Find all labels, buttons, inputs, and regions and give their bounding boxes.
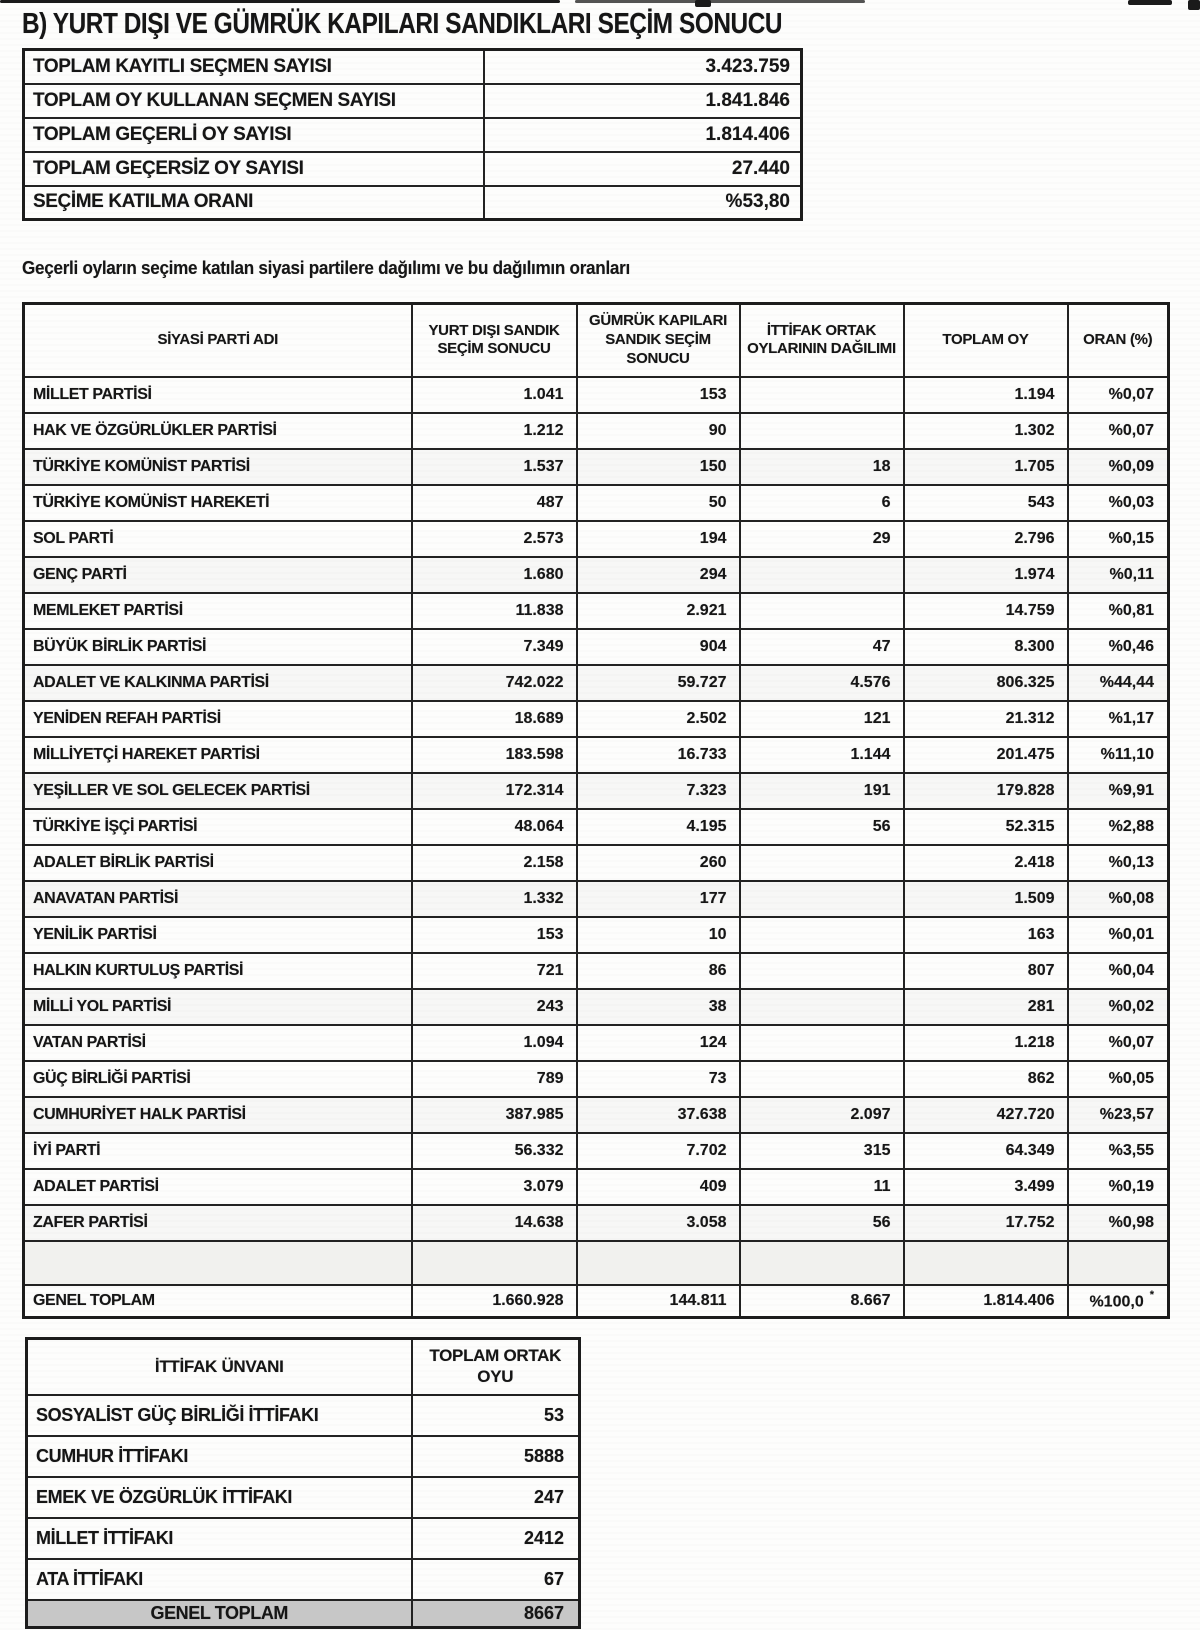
empty-cell	[24, 1241, 412, 1285]
yurt-disi-cell: 487	[412, 485, 577, 521]
summary-row	[24, 50, 802, 84]
party-row	[24, 1061, 1169, 1097]
toplam-oy-cell: 1.974	[904, 557, 1068, 593]
oran-cell: %0,13	[1068, 845, 1169, 881]
party-name-cell: HALKIN KURTULUŞ PARTİSİ	[24, 953, 412, 989]
empty-cell	[904, 1241, 1068, 1285]
gumruk-cell: 177	[577, 881, 740, 917]
party-row	[24, 701, 1169, 737]
toplam-oy-cell: 862	[904, 1061, 1068, 1097]
alliance-name-cell: EMEK VE ÖZGÜRLÜK İTTİFAKI	[27, 1477, 412, 1518]
col-header-party-name: SİYASİ PARTİ ADI	[24, 304, 412, 377]
yurt-disi-cell: 1.041	[412, 377, 577, 413]
toplam-oy-cell: 8.300	[904, 629, 1068, 665]
ittifak-cell	[740, 953, 904, 989]
gumruk-cell: 150	[577, 449, 740, 485]
col-header-toplam-ortak-oyu: TOPLAM ORTAK OYU	[412, 1339, 580, 1395]
alliance-total-label: GENEL TOPLAM	[27, 1600, 412, 1628]
section-subtitle: Geçerli oyların seçime katılan siyasi partilere dağılımı ve bu dağılımın oranları	[22, 258, 630, 278]
page-title: B) YURT DIŞI VE GÜMRÜK KAPILARI SANDIKLARI SEÇİM SONUCU	[22, 8, 783, 40]
yurt-disi-cell: 3.079	[412, 1169, 577, 1205]
oran-cell: %0,09	[1068, 449, 1169, 485]
party-name-cell: TÜRKİYE KOMÜNİST PARTİSİ	[24, 449, 412, 485]
yurt-disi-cell: 742.022	[412, 665, 577, 701]
grand-total-oran-value: %100,0	[1089, 1292, 1144, 1310]
yurt-disi-cell: 18.689	[412, 701, 577, 737]
party-row	[24, 881, 1169, 917]
grand-total-yurt-disi: 1.660.928	[412, 1285, 577, 1318]
grand-total-ittifak: 8.667	[740, 1285, 904, 1318]
oran-cell: %44,44	[1068, 665, 1169, 701]
toplam-oy-cell: 21.312	[904, 701, 1068, 737]
party-row	[24, 989, 1169, 1025]
yurt-disi-cell: 243	[412, 989, 577, 1025]
yurt-disi-cell: 183.598	[412, 737, 577, 773]
party-row	[24, 917, 1169, 953]
oran-cell: %0,98	[1068, 1205, 1169, 1241]
ittifak-cell	[740, 413, 904, 449]
ittifak-cell: 18	[740, 449, 904, 485]
toplam-oy-cell: 807	[904, 953, 1068, 989]
alliance-name-cell: MİLLET İTTİFAKI	[27, 1518, 412, 1559]
oran-cell: %0,04	[1068, 953, 1169, 989]
summary-value-cell: 1.814.406	[484, 118, 802, 152]
party-name-cell: SOL PARTİ	[24, 521, 412, 557]
alliance-value-cell: 5888	[412, 1436, 580, 1477]
oran-cell: %0,11	[1068, 557, 1169, 593]
party-name-cell: VATAN PARTİSİ	[24, 1025, 412, 1061]
gumruk-cell: 37.638	[577, 1097, 740, 1133]
gumruk-cell: 73	[577, 1061, 740, 1097]
col-header-ittifak-unvani: İTTİFAK ÜNVANI	[27, 1339, 412, 1395]
ittifak-cell	[740, 557, 904, 593]
summary-value-cell: 1.841.846	[484, 84, 802, 118]
scan-artifact	[1128, 0, 1172, 5]
oran-cell: %0,07	[1068, 1025, 1169, 1061]
ittifak-cell	[740, 881, 904, 917]
footnote-asterisk: *	[1149, 1288, 1154, 1301]
toplam-oy-cell: 179.828	[904, 773, 1068, 809]
oran-cell: %0,07	[1068, 413, 1169, 449]
yurt-disi-cell: 1.212	[412, 413, 577, 449]
yurt-disi-cell: 7.349	[412, 629, 577, 665]
col-header-gumruk: GÜMRÜK KAPILARI SANDIK SEÇİM SONUCU	[577, 304, 740, 377]
toplam-oy-cell: 17.752	[904, 1205, 1068, 1241]
ittifak-cell	[740, 1061, 904, 1097]
yurt-disi-cell: 721	[412, 953, 577, 989]
party-results-table	[22, 302, 1170, 1319]
oran-cell: %11,10	[1068, 737, 1169, 773]
gumruk-cell: 153	[577, 377, 740, 413]
party-row	[24, 1205, 1169, 1241]
toplam-oy-cell: 163	[904, 917, 1068, 953]
summary-row	[24, 84, 802, 118]
gumruk-cell: 260	[577, 845, 740, 881]
toplam-oy-cell: 2.796	[904, 521, 1068, 557]
toplam-oy-cell: 2.418	[904, 845, 1068, 881]
summary-label-cell: TOPLAM GEÇERLİ OY SAYISI	[24, 118, 484, 152]
yurt-disi-cell: 1.332	[412, 881, 577, 917]
ittifak-cell	[740, 593, 904, 629]
gumruk-cell: 3.058	[577, 1205, 740, 1241]
gumruk-cell: 124	[577, 1025, 740, 1061]
oran-cell: %0,81	[1068, 593, 1169, 629]
alliance-row	[27, 1477, 580, 1518]
grand-total-gumruk: 144.811	[577, 1285, 740, 1318]
gumruk-cell: 7.702	[577, 1133, 740, 1169]
toplam-oy-cell: 1.705	[904, 449, 1068, 485]
gumruk-cell: 409	[577, 1169, 740, 1205]
summary-row	[24, 118, 802, 152]
ittifak-cell: 6	[740, 485, 904, 521]
gumruk-cell: 50	[577, 485, 740, 521]
yurt-disi-cell: 387.985	[412, 1097, 577, 1133]
gumruk-cell: 10	[577, 917, 740, 953]
party-name-cell: MİLLİ YOL PARTİSİ	[24, 989, 412, 1025]
col-header-toplam-oy: TOPLAM OY	[904, 304, 1068, 377]
party-row	[24, 413, 1169, 449]
alliance-name-cell: ATA İTTİFAKI	[27, 1559, 412, 1600]
party-name-cell: MİLLİYETÇİ HAREKET PARTİSİ	[24, 737, 412, 773]
ittifak-cell: 29	[740, 521, 904, 557]
ittifak-cell: 1.144	[740, 737, 904, 773]
toplam-oy-cell: 281	[904, 989, 1068, 1025]
toplam-oy-cell: 1.194	[904, 377, 1068, 413]
ittifak-cell	[740, 989, 904, 1025]
yurt-disi-cell: 789	[412, 1061, 577, 1097]
grand-total-toplam: 1.814.406	[904, 1285, 1068, 1318]
oran-cell: %0,15	[1068, 521, 1169, 557]
alliance-name-cell: CUMHUR İTTİFAKI	[27, 1436, 412, 1477]
summary-value-cell: 3.423.759	[484, 50, 802, 84]
ittifak-cell: 4.576	[740, 665, 904, 701]
empty-cell	[412, 1241, 577, 1285]
ittifak-cell	[740, 917, 904, 953]
ittifak-cell: 191	[740, 773, 904, 809]
yurt-disi-cell: 1.680	[412, 557, 577, 593]
alliance-total-value: 8667	[412, 1600, 580, 1628]
ittifak-cell	[740, 845, 904, 881]
oran-cell: %23,57	[1068, 1097, 1169, 1133]
toplam-oy-cell: 427.720	[904, 1097, 1068, 1133]
oran-cell: %1,17	[1068, 701, 1169, 737]
oran-cell: %0,08	[1068, 881, 1169, 917]
oran-cell: %9,91	[1068, 773, 1169, 809]
grand-total-row	[24, 1285, 1169, 1318]
party-row	[24, 809, 1169, 845]
summary-row	[24, 186, 802, 220]
ittifak-cell: 56	[740, 1205, 904, 1241]
party-row	[24, 665, 1169, 701]
party-row	[24, 737, 1169, 773]
scan-artifact	[695, 0, 711, 7]
toplam-oy-cell: 52.315	[904, 809, 1068, 845]
oran-cell: %0,07	[1068, 377, 1169, 413]
empty-cell	[577, 1241, 740, 1285]
party-name-cell: YENİLİK PARTİSİ	[24, 917, 412, 953]
party-name-cell: GÜÇ BİRLİĞİ PARTİSİ	[24, 1061, 412, 1097]
summary-value-cell: 27.440	[484, 152, 802, 186]
gumruk-cell: 4.195	[577, 809, 740, 845]
party-name-cell: TÜRKİYE İŞÇİ PARTİSİ	[24, 809, 412, 845]
scan-artifact	[575, 0, 865, 3]
party-name-cell: CUMHURİYET HALK PARTİSİ	[24, 1097, 412, 1133]
toplam-oy-cell: 201.475	[904, 737, 1068, 773]
toplam-oy-cell: 64.349	[904, 1133, 1068, 1169]
empty-row	[24, 1241, 1169, 1285]
summary-table	[22, 48, 803, 221]
party-table-header-row	[24, 304, 1169, 377]
party-name-cell: TÜRKİYE KOMÜNİST HAREKETİ	[24, 485, 412, 521]
party-name-cell: MİLLET PARTİSİ	[24, 377, 412, 413]
toplam-oy-cell: 1.509	[904, 881, 1068, 917]
party-name-cell: HAK VE ÖZGÜRLÜKLER PARTİSİ	[24, 413, 412, 449]
party-name-cell: ADALET PARTİSİ	[24, 1169, 412, 1205]
alliance-table	[25, 1337, 581, 1629]
yurt-disi-cell: 56.332	[412, 1133, 577, 1169]
ittifak-cell: 56	[740, 809, 904, 845]
gumruk-cell: 2.502	[577, 701, 740, 737]
yurt-disi-cell: 1.094	[412, 1025, 577, 1061]
ittifak-cell: 315	[740, 1133, 904, 1169]
oran-cell: %2,88	[1068, 809, 1169, 845]
yurt-disi-cell: 11.838	[412, 593, 577, 629]
summary-value-cell: %53,80	[484, 186, 802, 220]
alliance-row	[27, 1518, 580, 1559]
alliance-value-cell: 247	[412, 1477, 580, 1518]
oran-cell: %0,03	[1068, 485, 1169, 521]
yurt-disi-cell: 2.158	[412, 845, 577, 881]
toplam-oy-cell: 806.325	[904, 665, 1068, 701]
yurt-disi-cell: 1.537	[412, 449, 577, 485]
party-row	[24, 1169, 1169, 1205]
party-row	[24, 1133, 1169, 1169]
party-row	[24, 773, 1169, 809]
alliance-header-row	[27, 1339, 580, 1395]
gumruk-cell: 59.727	[577, 665, 740, 701]
party-name-cell: GENÇ PARTİ	[24, 557, 412, 593]
yurt-disi-cell: 14.638	[412, 1205, 577, 1241]
gumruk-cell: 7.323	[577, 773, 740, 809]
party-name-cell: ANAVATAN PARTİSİ	[24, 881, 412, 917]
party-name-cell: ADALET VE KALKINMA PARTİSİ	[24, 665, 412, 701]
oran-cell: %0,46	[1068, 629, 1169, 665]
summary-label-cell: SEÇİME KATILMA ORANI	[24, 186, 484, 220]
gumruk-cell: 2.921	[577, 593, 740, 629]
gumruk-cell: 86	[577, 953, 740, 989]
ittifak-cell: 11	[740, 1169, 904, 1205]
toplam-oy-cell: 543	[904, 485, 1068, 521]
ittifak-cell: 121	[740, 701, 904, 737]
gumruk-cell: 904	[577, 629, 740, 665]
yurt-disi-cell: 172.314	[412, 773, 577, 809]
toplam-oy-cell: 14.759	[904, 593, 1068, 629]
gumruk-cell: 294	[577, 557, 740, 593]
alliance-total-row	[27, 1600, 580, 1628]
yurt-disi-cell: 153	[412, 917, 577, 953]
alliance-value-cell: 53	[412, 1395, 580, 1436]
party-row	[24, 953, 1169, 989]
party-row	[24, 557, 1169, 593]
party-row	[24, 593, 1169, 629]
grand-total-label: GENEL TOPLAM	[24, 1285, 412, 1318]
alliance-name-cell: SOSYALİST GÜÇ BİRLİĞİ İTTİFAKI	[27, 1395, 412, 1436]
ittifak-cell: 47	[740, 629, 904, 665]
scan-artifact	[0, 0, 560, 3]
toplam-oy-cell: 1.218	[904, 1025, 1068, 1061]
party-row	[24, 521, 1169, 557]
col-header-ittifak: İTTİFAK ORTAK OYLARININ DAĞILIMI	[740, 304, 904, 377]
ittifak-cell	[740, 1025, 904, 1061]
yurt-disi-cell: 2.573	[412, 521, 577, 557]
party-row	[24, 845, 1169, 881]
oran-cell: %0,19	[1068, 1169, 1169, 1205]
col-header-oran: ORAN (%)	[1068, 304, 1169, 377]
party-name-cell: BÜYÜK BİRLİK PARTİSİ	[24, 629, 412, 665]
oran-cell: %0,01	[1068, 917, 1169, 953]
col-header-yurt-disi: YURT DIŞI SANDIK SEÇİM SONUCU	[412, 304, 577, 377]
party-name-cell: ADALET BİRLİK PARTİSİ	[24, 845, 412, 881]
party-row	[24, 449, 1169, 485]
party-row	[24, 377, 1169, 413]
yurt-disi-cell: 48.064	[412, 809, 577, 845]
alliance-row	[27, 1559, 580, 1600]
empty-cell	[1068, 1241, 1169, 1285]
oran-cell: %3,55	[1068, 1133, 1169, 1169]
gumruk-cell: 194	[577, 521, 740, 557]
alliance-value-cell: 67	[412, 1559, 580, 1600]
summary-row	[24, 152, 802, 186]
summary-label-cell: TOPLAM KAYITLI SEÇMEN SAYISI	[24, 50, 484, 84]
party-name-cell: MEMLEKET PARTİSİ	[24, 593, 412, 629]
party-row	[24, 1025, 1169, 1061]
toplam-oy-cell: 1.302	[904, 413, 1068, 449]
party-row	[24, 1097, 1169, 1133]
gumruk-cell: 90	[577, 413, 740, 449]
summary-label-cell: TOPLAM OY KULLANAN SEÇMEN SAYISI	[24, 84, 484, 118]
party-name-cell: İYİ PARTİ	[24, 1133, 412, 1169]
gumruk-cell: 16.733	[577, 737, 740, 773]
gumruk-cell: 38	[577, 989, 740, 1025]
oran-cell: %0,05	[1068, 1061, 1169, 1097]
oran-cell: %0,02	[1068, 989, 1169, 1025]
alliance-row	[27, 1436, 580, 1477]
ittifak-cell	[740, 377, 904, 413]
ittifak-cell: 2.097	[740, 1097, 904, 1133]
alliance-value-cell: 2412	[412, 1518, 580, 1559]
party-name-cell: YEŞİLLER VE SOL GELECEK PARTİSİ	[24, 773, 412, 809]
grand-total-oran	[1068, 1285, 1169, 1318]
party-row	[24, 485, 1169, 521]
party-name-cell: YENİDEN REFAH PARTİSİ	[24, 701, 412, 737]
party-name-cell: ZAFER PARTİSİ	[24, 1205, 412, 1241]
scan-artifact	[1188, 0, 1200, 10]
party-row	[24, 629, 1169, 665]
summary-label-cell: TOPLAM GEÇERSİZ OY SAYISI	[24, 152, 484, 186]
empty-cell	[740, 1241, 904, 1285]
toplam-oy-cell: 3.499	[904, 1169, 1068, 1205]
alliance-row	[27, 1395, 580, 1436]
